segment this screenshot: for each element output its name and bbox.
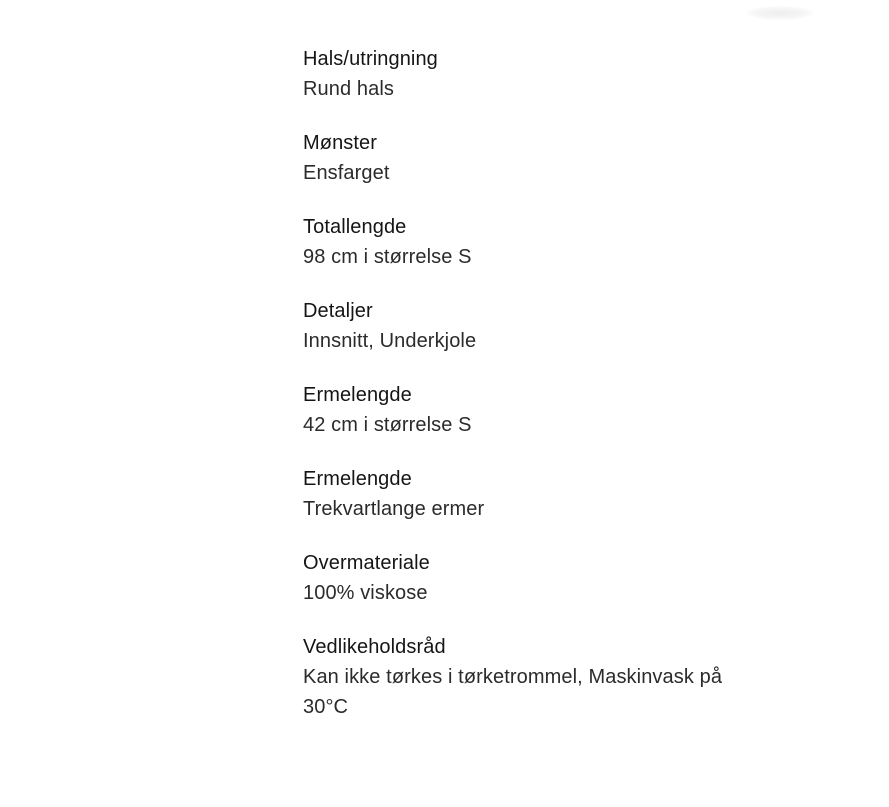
detail-value: Rund hals <box>303 78 394 100</box>
detail-value: 98 cm i størrelse S <box>303 246 472 268</box>
detail-neckline <box>303 44 763 104</box>
detail-label: Ermelengde <box>303 468 412 490</box>
detail-care-instructions <box>303 632 763 722</box>
detail-value: Trekvartlange ermer <box>303 498 485 520</box>
detail-label: Ermelengde <box>303 384 412 406</box>
detail-pattern <box>303 128 763 188</box>
product-details-list <box>303 44 763 746</box>
detail-value: Ensfarget <box>303 162 390 184</box>
detail-label: Overmateriale <box>303 552 430 574</box>
detail-label: Vedlikeholdsråd <box>303 636 446 658</box>
detail-label: Hals/utringning <box>303 48 438 70</box>
detail-label: Detaljer <box>303 300 373 322</box>
detail-details <box>303 296 763 356</box>
detail-value: 42 cm i størrelse S <box>303 414 472 436</box>
detail-sleeve-length-size <box>303 380 763 440</box>
detail-sleeve-length-type <box>303 464 763 524</box>
scroll-shadow <box>746 6 814 20</box>
detail-total-length <box>303 212 763 272</box>
detail-value: 100% viskose <box>303 582 428 604</box>
detail-label: Mønster <box>303 132 378 154</box>
detail-outer-material <box>303 548 763 608</box>
detail-label: Totallengde <box>303 216 407 238</box>
detail-value: Kan ikke tørkes i tørketrommel, Maskinvask på 30°C <box>303 666 723 718</box>
detail-value: Innsnitt, Underkjole <box>303 330 477 352</box>
